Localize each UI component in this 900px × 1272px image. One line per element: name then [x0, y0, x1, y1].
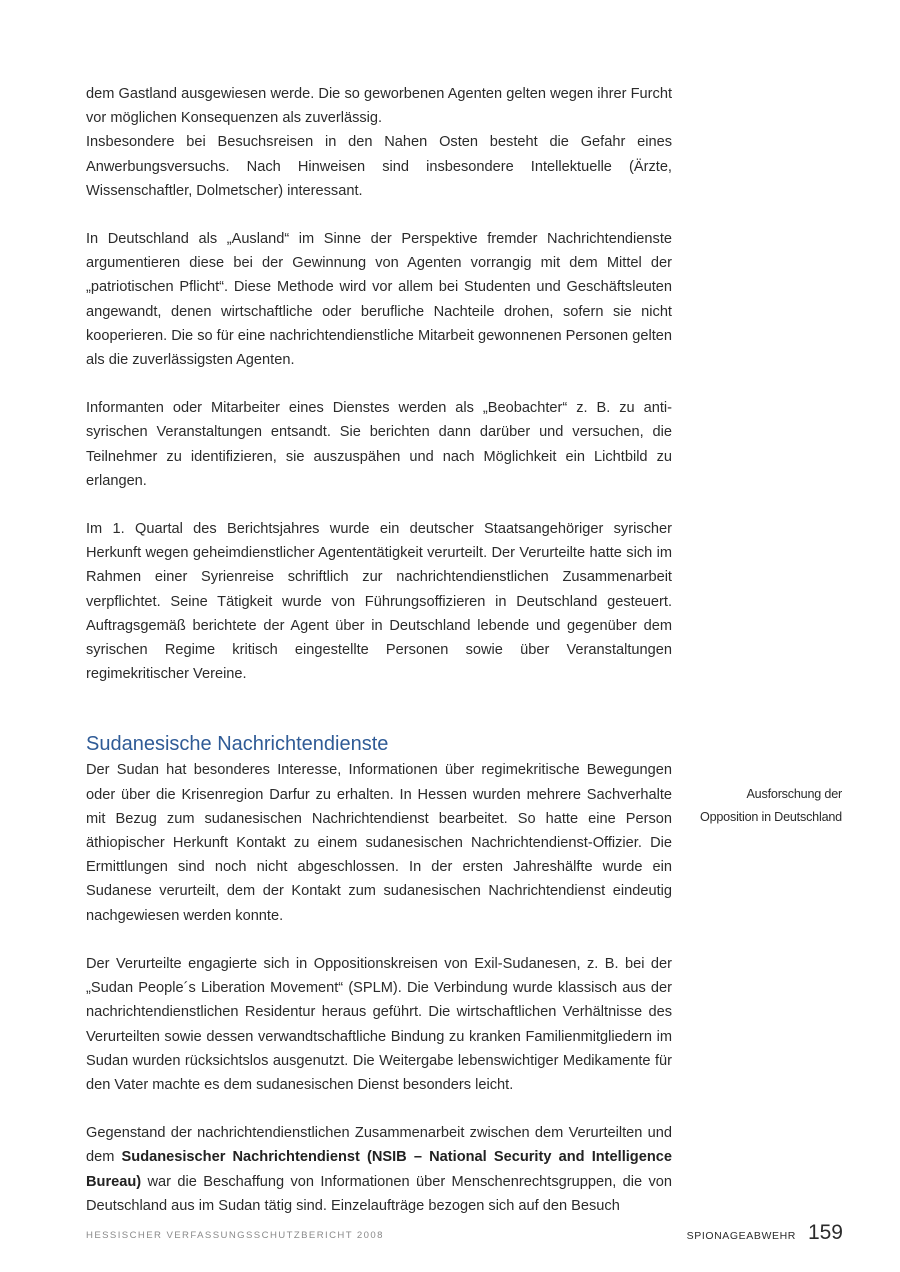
margin-note-line: Opposition in Deutschland: [699, 810, 842, 824]
section-heading: Sudanesische Nachrichtendienste: [86, 733, 389, 756]
paragraph: Im 1. Quartal des Berichtsjahres wurde ein deutscher Staatsangehöriger syrischer Herkunft wegen geheimdienstlicher Agententätigkeit verurteilt. Der Verurteilte hatte sich im Rahmen einer Syrienreise schriftlich zur nachrichtendienstlichen Zusammenarbeit verpflichtet. Seine Tätigkeit wurde von Führungsoffizieren in Deutschland gesteuert. Auftragsgemäß berichtete der Agent über in Deutschland lebende und gegenüber dem syrischen Regime kritisch eingestellte Personen sowie über Veranstaltungen regimekritischer Vereine.: [86, 521, 672, 683]
paragraph: Der Verurteilte engagierte sich in Oppositionskreisen von Exil-Sudanesen, z. B. bei der „Sudan People´s Liberation Movement“ (SPLM). Die Verbindung wurde klassisch aus der nachrichtendienstlichen Residentur heraus geführt. Die wirtschaftlichen Verhältnisse des Verurteilten sowie dessen verwandtschaftliche Bindung zu kranken Familienmitgliedern im Sudan wurden rücksichtslos ausgenutzt. Die Weitergabe lebenswichtiger Medikamente für den Vater machte es dem sudanesischen Dienst besonders leicht.: [86, 955, 672, 1093]
main-text-column: [86, 82, 672, 1218]
page-number: 159: [807, 1221, 843, 1244]
bold-agency-name: Sudanesischer Nachrichtendienst (NSIB – National Security and Intelligence Bureau): [86, 1149, 672, 1190]
paragraph-text: war die Beschaffung von Informationen über Menschenrechtsgruppen, die von Deutschland aus im Sudan tätig sind. Einzelaufträge bezogen sich auf den Besuch: [86, 1173, 672, 1214]
paragraph: [86, 1121, 672, 1218]
paragraph: In Deutschland als „Ausland“ im Sinne der Perspektive fremder Nachrichtendienste argumentieren diese bei der Gewinnung von Agenten vorrangig mit dem Mittel der „patriotischen Pflicht“. Diese Methode wird vor allem bei Studenten und Geschäftsleuten angewandt, denen wirtschaftliche oder berufliche Nachteile drohen, sofern sie nicht kooperieren. Die so für eine nachrichtendienstliche Mitarbeit gewonnenen Personen gelten als die zuverlässigsten Agenten.: [86, 231, 672, 369]
footer-publication: HESSISCHER VERFASSUNGSSCHUTZBERICHT 2008: [86, 1230, 384, 1241]
paragraph: Der Sudan hat besonderes Interesse, Informationen über regimekritische Bewegungen oder über die Krisenregion Darfur zu erhalten. In Hessen wurden mehrere Sachverhalte mit Bezug zum sudanesischen Nachrichtendienst bearbeitet. So hatte eine Person äthiopischer Herkunft Kontakt zu einem sudanesischen Nachrichtendienst-Offizier. Die Ermittlungen sind noch nicht abgeschlossen. In der ersten Jahreshälfte wurde ein Sudanese verurteilt, dem der Kontakt zum sudanesischen Nachrichtendienst eindeutig nachgewiesen werden konnte.: [86, 762, 672, 924]
margin-note-line: Ausforschung der: [746, 787, 842, 801]
paragraph: Insbesondere bei Besuchsreisen in den Nahen Osten besteht die Gefahr eines Anwerbungsversuchs. Nach Hinweisen sind insbesondere Intellektuelle (Ärzte, Wissenschaftler, Dolmetscher) interessant.: [86, 134, 672, 199]
paragraph-text: Gegenstand der nachrichtendienstlichen Zusammenarbeit zwischen dem Verurteilten und dem: [86, 1125, 672, 1166]
margin-note: [690, 783, 842, 829]
paragraph: Informanten oder Mitarbeiter eines Dienstes werden als „Beobachter“ z. B. zu anti-syrischen Veranstaltungen entsandt. Sie berichten dann darüber und versuchen, die Teilnehmer zu identifizieren, sie auszuspähen und nach Möglichkeit ein Lichtbild zu erlangen.: [86, 400, 672, 489]
footer-right: [687, 1221, 843, 1245]
footer-section-title: SPIONAGEABWEHR: [686, 1230, 796, 1242]
paragraph: dem Gastland ausgewiesen werde. Die so geworbenen Agenten gelten wegen ihrer Furcht vor möglichen Konsequenzen als zuverlässig.: [86, 86, 672, 127]
